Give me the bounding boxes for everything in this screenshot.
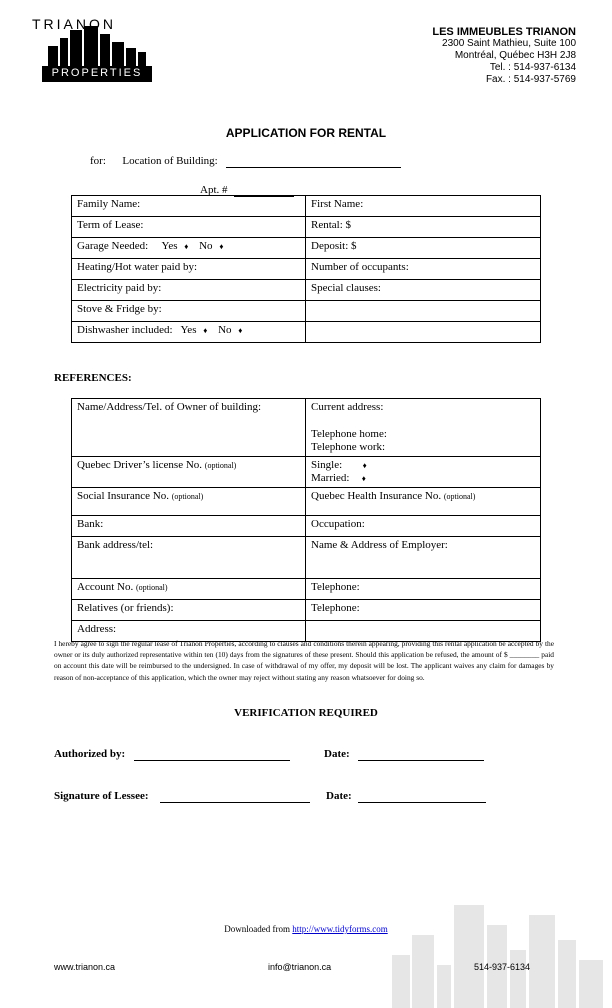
dishwasher-no-bullet-icon[interactable]: ♦: [238, 326, 243, 335]
dishwasher-cell[interactable]: [72, 322, 306, 343]
company-address-line1: 2300 Saint Mathieu, Suite 100: [442, 38, 576, 49]
applicant-table: [71, 195, 541, 343]
current-address-cell[interactable]: [306, 399, 541, 457]
term-cell[interactable]: [72, 217, 306, 238]
garage-no-label: No: [199, 240, 213, 252]
lessee-line[interactable]: [160, 802, 310, 803]
date-line-1[interactable]: [358, 760, 484, 761]
term-label: Term of Lease:: [77, 219, 144, 231]
employer-cell[interactable]: [306, 537, 541, 579]
sin-label: Social Insurance No.: [77, 490, 169, 502]
occupants-cell[interactable]: [306, 259, 541, 280]
skyline-watermark-icon: [382, 895, 612, 1008]
bank-address-cell[interactable]: [72, 537, 306, 579]
license-optional: (optional): [204, 461, 237, 470]
rental-label: Rental: $: [311, 219, 352, 231]
stove-cell[interactable]: [72, 301, 306, 322]
garage-yes-label: Yes: [161, 240, 178, 252]
account-optional: (optional): [135, 583, 168, 592]
lessee-label: Signature of Lessee:: [54, 790, 149, 802]
occupation-cell[interactable]: [306, 516, 541, 537]
relatives-telephone-label: Telephone:: [311, 602, 360, 614]
first-name-label: First Name:: [311, 198, 364, 210]
garage-no-bullet-icon[interactable]: ♦: [219, 242, 224, 251]
logo-band-text: PROPERTIES: [51, 67, 143, 79]
married-label: Married:: [311, 472, 350, 484]
health-cell[interactable]: [306, 488, 541, 516]
bank-address-label: Bank address/tel:: [77, 539, 154, 551]
relatives-telephone-cell[interactable]: [306, 600, 541, 621]
occupants-label: Number of occupants:: [311, 261, 409, 273]
date-label-1: Date:: [324, 748, 350, 760]
company-address-line2: Montréal, Québec H3H 2J8: [454, 50, 576, 61]
dishwasher-yes-label: Yes: [180, 324, 197, 336]
location-row: [90, 155, 401, 168]
employer-telephone-cell[interactable]: [306, 579, 541, 600]
relatives-cell[interactable]: [72, 600, 306, 621]
references-heading: REFERENCES:: [54, 372, 132, 384]
for-label: for:: [90, 155, 106, 167]
garage-cell[interactable]: [72, 238, 306, 259]
sin-cell[interactable]: [72, 488, 306, 516]
account-cell[interactable]: [72, 579, 306, 600]
empty-cell[interactable]: [306, 301, 541, 322]
special-clauses-cell[interactable]: [306, 280, 541, 301]
authorized-label: Authorized by:: [54, 748, 126, 760]
apt-label: Apt. #: [200, 184, 228, 196]
declaration-text: I hereby agree to sign the regular lease of Trianon Properties, according to clauses and conditions therein appearing, providing this rental application be accepted by the owner or its duly authorized representative within ten (10) days from the signatures of these present. Should this application be refused, the amount of $ ________ paid on account this date will be reimbursed to the undersigned. In case of withdrawal of my offer, my deposit will be lost. The applicant waives any claim for damages by reason of non-acceptance of this application, which the owner may reject without stating any reason whatsoever for doing so.: [54, 639, 554, 682]
deposit-label: Deposit: $: [311, 240, 357, 252]
empty-cell[interactable]: [306, 322, 541, 343]
heating-label: Heating/Hot water paid by:: [77, 261, 198, 273]
telephone-home-label: Telephone home:: [311, 428, 387, 440]
footer-email: info@trianon.ca: [268, 962, 332, 972]
location-label: Location of Building:: [122, 155, 218, 167]
owner-cell[interactable]: [72, 399, 306, 457]
family-name-cell[interactable]: [72, 196, 306, 217]
owner-label: Name/Address/Tel. of Owner of building:: [77, 401, 262, 413]
current-address-label: Current address:: [311, 401, 384, 413]
dishwasher-label: Dishwasher included:: [77, 324, 173, 336]
heating-cell[interactable]: [72, 259, 306, 280]
references-table: [71, 398, 541, 642]
deposit-cell[interactable]: [306, 238, 541, 259]
tidyforms-link[interactable]: http://www.tidyforms.com: [292, 924, 388, 934]
page-title: APPLICATION FOR RENTAL: [225, 126, 387, 140]
occupation-label: Occupation:: [311, 518, 365, 530]
date-label-2: Date:: [326, 790, 352, 802]
relatives-address-label: Address:: [77, 623, 117, 635]
date-line-2[interactable]: [358, 802, 486, 803]
relatives-label: Relatives (or friends):: [77, 602, 174, 614]
marital-status-cell[interactable]: [306, 457, 541, 488]
electricity-label: Electricity paid by:: [77, 282, 162, 294]
downloaded-from: [0, 924, 612, 934]
logo-arc-text: TRIANON: [32, 16, 116, 32]
location-field[interactable]: [226, 155, 401, 168]
electricity-cell[interactable]: [72, 280, 306, 301]
telephone-work-label: Telephone work:: [311, 441, 386, 453]
sin-optional: (optional): [171, 492, 204, 501]
downloaded-prefix: Downloaded from: [224, 924, 293, 934]
company-tel: Tel. : 514-937-6134: [489, 62, 576, 73]
footer-website: www.trianon.ca: [54, 962, 116, 972]
company-info: [432, 26, 576, 86]
health-label: Quebec Health Insurance No.: [311, 490, 442, 502]
single-bullet-icon[interactable]: ♦: [362, 461, 367, 470]
single-label: Single:: [311, 459, 343, 471]
verification-heading: VERIFICATION REQUIRED: [234, 707, 378, 719]
company-fax: Fax. : 514-937-5769: [485, 74, 576, 85]
first-name-cell[interactable]: [306, 196, 541, 217]
company-name: LES IMMEUBLES TRIANON: [432, 26, 576, 38]
bank-label: Bank:: [77, 518, 104, 530]
rental-cell[interactable]: [306, 217, 541, 238]
footer-phone: 514-937-6134: [474, 962, 531, 972]
dishwasher-yes-bullet-icon[interactable]: ♦: [203, 326, 208, 335]
license-label: Quebec Driver’s license No.: [77, 459, 203, 471]
health-optional: (optional): [443, 492, 476, 501]
married-bullet-icon[interactable]: ♦: [361, 474, 366, 483]
family-name-label: Family Name:: [77, 198, 141, 210]
license-cell[interactable]: [72, 457, 306, 488]
bank-cell[interactable]: [72, 516, 306, 537]
employer-label: Name & Address of Employer:: [311, 539, 448, 551]
dishwasher-no-label: No: [218, 324, 232, 336]
garage-yes-bullet-icon[interactable]: ♦: [184, 242, 189, 251]
special-clauses-label: Special clauses:: [311, 282, 381, 294]
employer-telephone-label: Telephone:: [311, 581, 360, 593]
account-label: Account No.: [77, 581, 134, 593]
authorized-line[interactable]: [134, 760, 290, 761]
garage-label: Garage Needed:: [77, 240, 149, 252]
stove-label: Stove & Fridge by:: [77, 303, 162, 315]
